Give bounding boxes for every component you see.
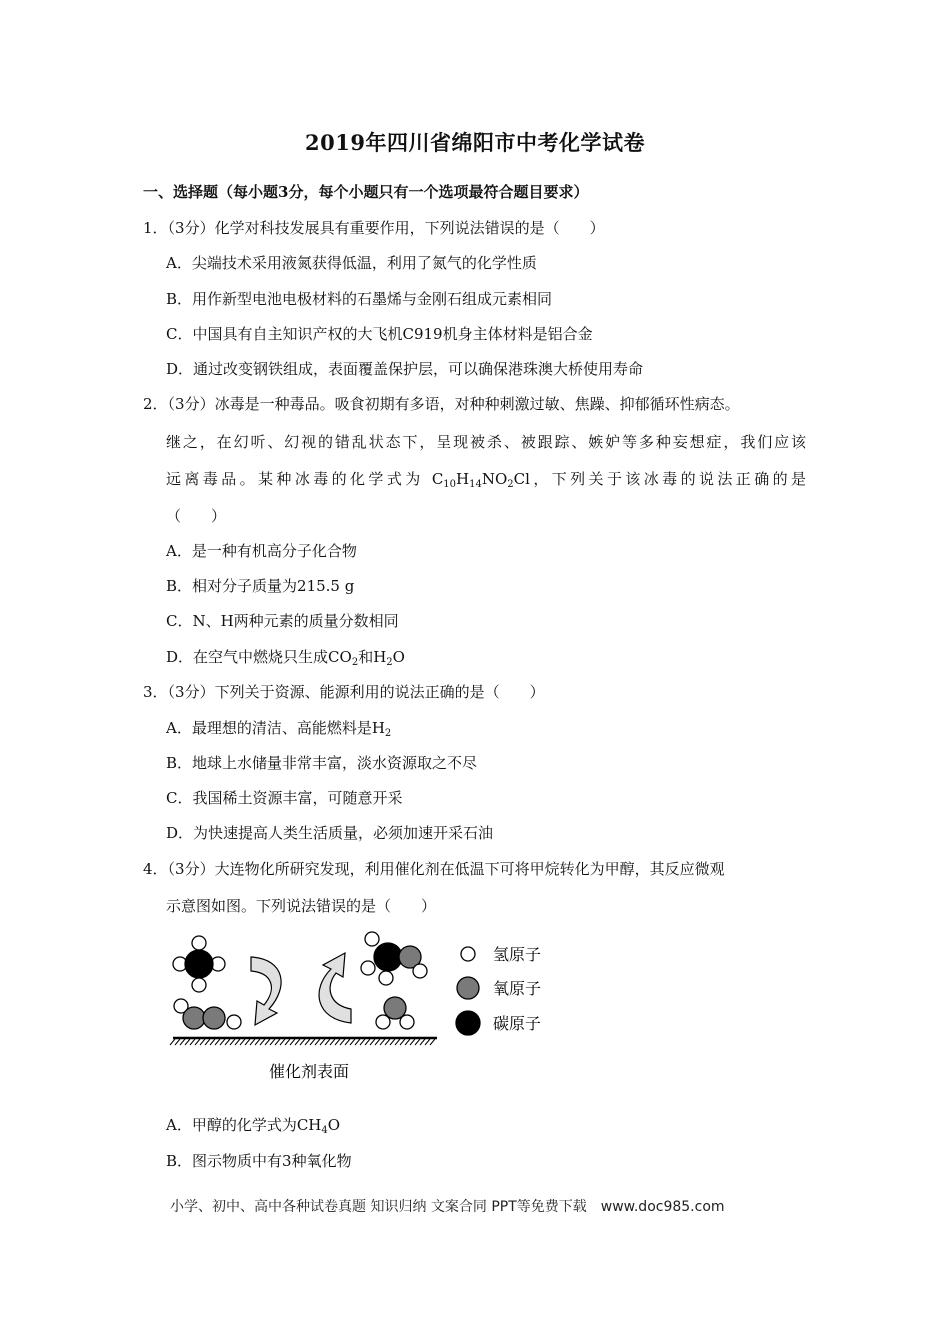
arrow-down-icon	[251, 957, 281, 1025]
legend-oxygen-marker	[457, 977, 479, 999]
q2-option-a: A．是一种有机高分子化合物	[166, 542, 357, 560]
q1-stem: 1．（3分）化学对科技发展具有重要作用，下列说法错误的是（ ）	[143, 219, 605, 237]
page-title: 2019年四川省绵阳市中考化学试卷	[305, 130, 645, 155]
q4-stem-line1: 4．（3分）大连物化所研究发现，利用催化剂在低温下可将甲烷转化为甲醇，其反应微观	[143, 860, 725, 878]
methane-molecule	[173, 936, 225, 992]
q3-option-c: C．我国稀土资源丰富，可随意开采	[166, 789, 403, 807]
legend-oxygen-label: 氧原子	[493, 979, 542, 998]
legend-hydrogen-marker	[461, 947, 475, 961]
surface-molecule	[174, 999, 241, 1029]
section-heading: 一、选择题（每小题3分，每个小题只有一个选项最符合题目要求）	[143, 183, 589, 201]
q3-option-a: A．最理想的清洁、高能燃料是$H_2$	[166, 719, 392, 739]
q4-option-a: A．甲醇的化学式为$CH_4O$	[166, 1116, 341, 1136]
methanol-molecule	[361, 932, 427, 985]
q4-stem-line2: 示意图如图。下列说法错误的是（ ）	[166, 897, 437, 915]
q2-option-d: D．在空气中燃烧只生成$CO_2$和$H_2O$	[166, 648, 405, 668]
q2-stem-line2: 继之，在幻听、幻视的错乱状态下，呈现被杀、被跟踪、嫉妒等多种妄想症，我们应该	[166, 433, 806, 451]
arrow-up-icon	[319, 953, 351, 1023]
q1-option-b: B．用作新型电池电极材料的石墨烯与金刚石组成元素相同	[166, 290, 553, 308]
q1-option-c: C．中国具有自主知识产权的大飞机C919机身主体材料是铝合金	[166, 325, 593, 343]
q2-option-c: C．N、H两种元素的质量分数相同	[166, 612, 399, 630]
legend-carbon-marker	[456, 1011, 480, 1035]
q1-option-a: A．尖端技术采用液氮获得低温，利用了氮气的化学性质	[166, 254, 537, 272]
q3-option-b: B．地球上水储量非常丰富，淡水资源取之不尽	[166, 754, 478, 772]
q2-answer-blank: （ ）	[166, 507, 227, 525]
diagram-caption: 催化剂表面	[269, 1062, 350, 1081]
q3-stem: 3．（3分）下列关于资源、能源利用的说法正确的是（ ）	[143, 683, 545, 701]
q2-option-b: B．相对分子质量为215.5 g	[166, 577, 355, 595]
reaction-diagram	[165, 925, 585, 1089]
legend	[456, 945, 541, 1035]
catalyst-surface	[170, 1038, 437, 1045]
q1-option-d: D．通过改变钢铁组成，表面覆盖保护层，可以确保港珠澳大桥使用寿命	[166, 360, 644, 378]
legend-carbon-label: 碳原子	[493, 1014, 542, 1033]
reaction-diagram-svg	[165, 925, 585, 1085]
legend-hydrogen-label: 氢原子	[493, 945, 542, 964]
q2-stem-line1: 2．（3分）冰毒是一种毒品。吸食初期有多语，对种种刺激过敏、焦躁、抑郁循环性病态。	[143, 395, 740, 413]
q4-option-b: B．图示物质中有3种氧化物	[166, 1152, 352, 1170]
q3-option-d: D．为快速提高人类生活质量，必须加速开采石油	[166, 824, 494, 842]
q2-stem-line3: 远离毒品。某种冰毒的化学式为 $C_{10}H_{14}NO_2Cl$，下列关于该冰毒的说法正确的是	[166, 470, 806, 490]
page-footer: 小学、初中、高中各种试卷真题 知识归纳 文案合同 PPT等免费下载 www.doc985.com	[170, 1199, 725, 1215]
water-molecule	[376, 997, 414, 1029]
